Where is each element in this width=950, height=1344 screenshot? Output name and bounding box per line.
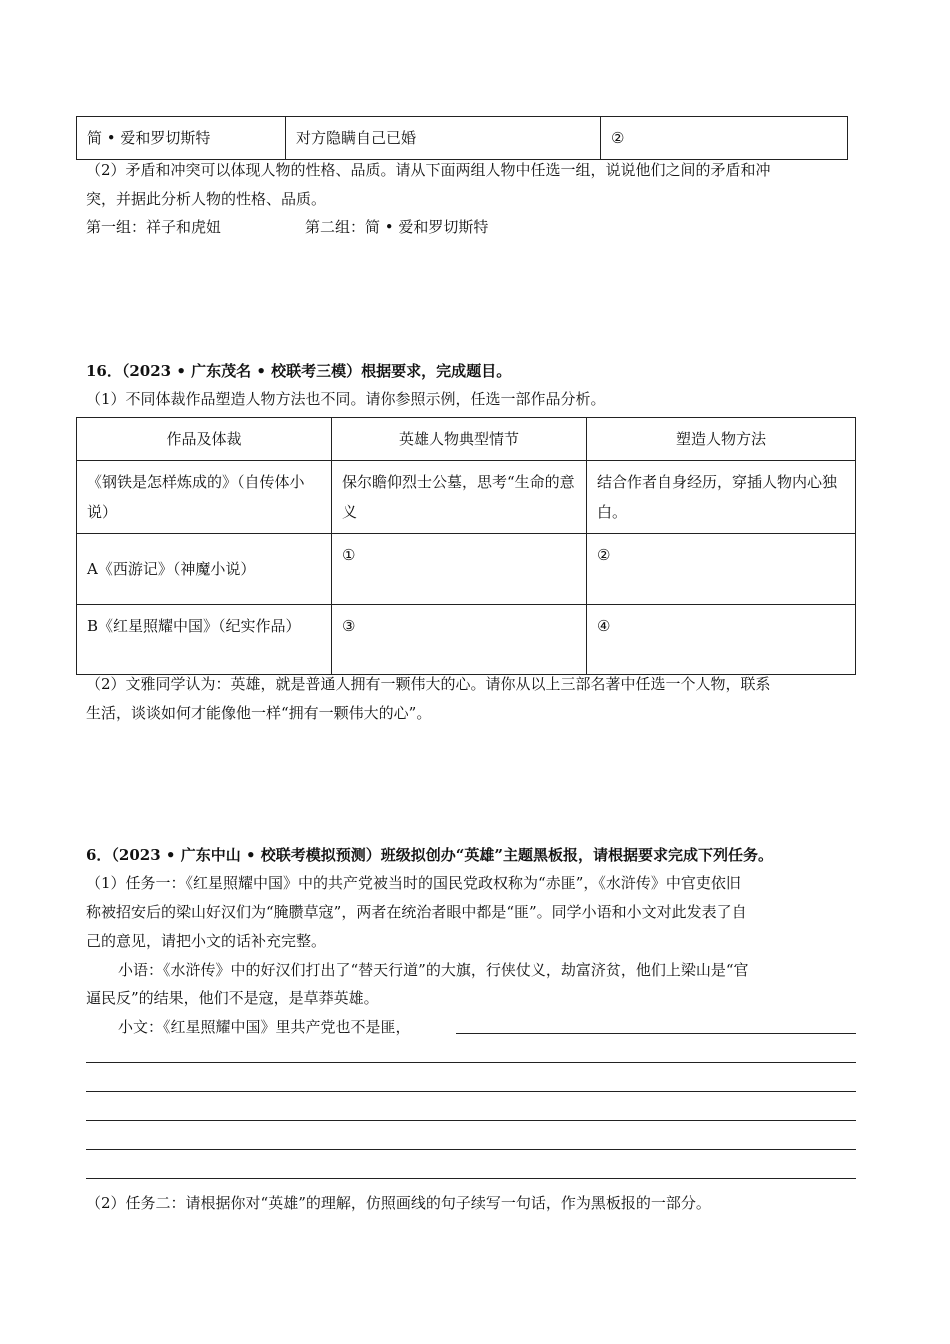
answer-cell[interactable]: ①	[332, 534, 587, 605]
table-cell: 简 • 爱和罗切斯特	[77, 117, 286, 160]
xiaowen-prompt: 小文：《红星照耀中国》里共产党也不是匪，	[118, 1018, 411, 1036]
answer-line[interactable]	[86, 1178, 856, 1179]
answer-cell[interactable]: ②	[587, 534, 856, 605]
answer-line[interactable]	[86, 1062, 856, 1063]
q16-title: 16．（2023 • 广东茂名 • 校联考三模）根据要求，完成题目。	[86, 362, 512, 380]
q6-task2: （2）任务二：请根据你对“英雄”的理解，仿照画线的句子续写一句话，作为黑板报的一部分。	[86, 1194, 711, 1212]
q6-task1-line1: （1）任务一：《红星照耀中国》中的共产党被当时的国民党政权称为“赤匪”，《水浒传》中官吏依旧	[86, 874, 741, 892]
q16-part1: （1）不同体裁作品塑造人物方法也不同。请你参照示例，任选一部作品分析。	[86, 390, 606, 408]
answer-line[interactable]	[86, 1091, 856, 1092]
q6-title: 6．（2023 • 广东中山 • 校联考模拟预测）班级拟创办“英雄”主题黑板报，请根据要求完成下列任务。	[86, 846, 774, 864]
table-cell: 《钢铁是怎样炼成的》（自传体小说）	[77, 461, 332, 534]
hero-analysis-table	[76, 417, 856, 675]
table-cell: 结合作者自身经历，穿插人物内心独白。	[587, 461, 856, 534]
q6-task1-line3: 己的意见，请把小文的话补充完整。	[86, 932, 327, 950]
table-row	[77, 461, 856, 534]
table-row	[77, 605, 856, 675]
group-one: 第一组：祥子和虎妞	[86, 218, 222, 236]
table-cell: ②	[601, 117, 848, 160]
answer-line[interactable]	[86, 1149, 856, 1150]
character-conflict-table	[76, 116, 848, 160]
table-cell: 对方隐瞒自己已婚	[286, 117, 601, 160]
header-cell: 英雄人物典型情节	[332, 418, 587, 461]
header-cell: 作品及体裁	[77, 418, 332, 461]
answer-cell[interactable]: ③	[332, 605, 587, 675]
answer-line[interactable]	[456, 1033, 856, 1034]
table-cell: B《红星照耀中国》（纪实作品）	[77, 605, 332, 675]
q6-task1-line2: 称被招安后的梁山好汉们为“腌臜草寇”，两者在统治者眼中都是“匪”。同学小语和小文对此发表了自	[86, 903, 747, 921]
q16-part2-line1: （2）文雅同学认为：英雄，就是普通人拥有一颗伟大的心。请你从以上三部名著中任选一个人物，联系	[86, 675, 771, 693]
xiaoyu-line1: 小语：《水浒传》中的好汉们打出了“替天行道”的大旗，行侠仗义，劫富济贫，他们上梁山是“官	[118, 961, 749, 979]
table-cell: A《西游记》（神魔小说）	[77, 534, 332, 605]
header-cell: 塑造人物方法	[587, 418, 856, 461]
table-header-row	[77, 418, 856, 461]
xiaoyu-line2: 逼民反”的结果，他们不是寇，是草莽英雄。	[86, 989, 379, 1007]
q16-part2-line2: 生活，谈谈如何才能像他一样“拥有一颗伟大的心”。	[86, 704, 432, 722]
table-cell: 保尔瞻仰烈士公墓，思考“生命的意义	[332, 461, 587, 534]
table-row	[77, 534, 856, 605]
group-two: 第二组：简 • 爱和罗切斯特	[305, 218, 489, 236]
table-row	[77, 117, 848, 160]
answer-cell[interactable]: ④	[587, 605, 856, 675]
q15-part2-line1: （2）矛盾和冲突可以体现人物的性格、品质。请从下面两组人物中任选一组，说说他们之间的矛盾和冲	[86, 161, 771, 179]
answer-line[interactable]	[86, 1120, 856, 1121]
q15-part2-line2: 突，并据此分析人物的性格、品质。	[86, 190, 327, 208]
